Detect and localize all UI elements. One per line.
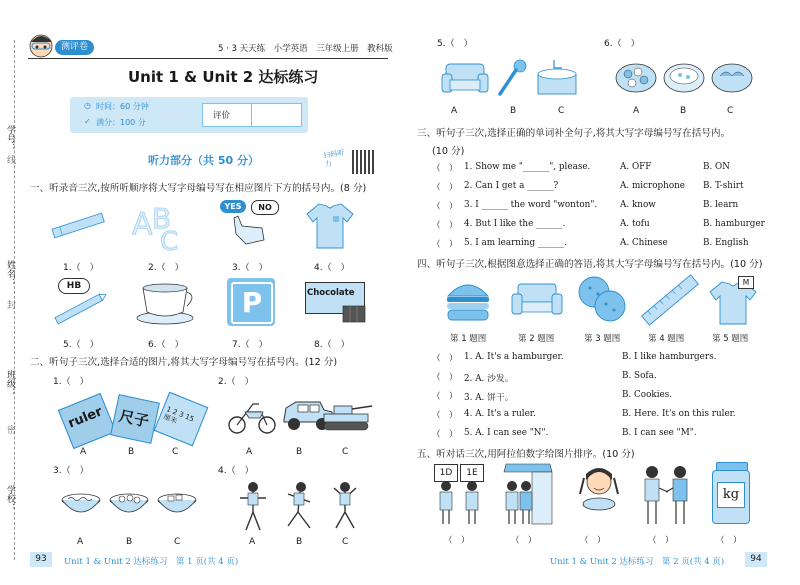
- left-page-number: 93: [30, 552, 52, 567]
- question-text: 1. Show me "______", please.: [464, 162, 591, 172]
- tank-icon: [322, 398, 374, 432]
- class-label: 班级：: [5, 370, 15, 397]
- r-q6[interactable]: 6.（ ）: [604, 39, 640, 49]
- kids-holding-cards-icon: 1D 1E: [434, 462, 490, 526]
- header-rule: [28, 58, 388, 59]
- option-b: B. Sofa.: [622, 371, 657, 381]
- cookies-icon: [576, 274, 630, 326]
- answer-paren[interactable]: （ ）: [432, 392, 458, 402]
- sink-icon: [534, 58, 580, 98]
- rice-bowl-icon: [662, 58, 706, 96]
- girl-eating-icon: [574, 464, 624, 520]
- r-q6-c: C: [727, 106, 734, 116]
- s2-q1[interactable]: 1.（ ）: [53, 377, 89, 387]
- answer-paren[interactable]: （ ）: [432, 183, 458, 193]
- option-a: 2. A. 沙发。: [464, 374, 514, 384]
- svg-text:A: A: [132, 207, 153, 242]
- option-b: B. learn: [703, 200, 739, 210]
- option-a: A. know: [620, 200, 656, 210]
- grade-box[interactable]: [202, 103, 302, 127]
- s1-label-2[interactable]: 2.（ ）: [148, 263, 184, 273]
- time-limit: 时间：60 分钟: [96, 102, 149, 111]
- r-q6-a: A: [633, 106, 640, 116]
- s2-title: 二、听句子三次,选择合适的图片,将其大写字母编号写在括号内。(12 分): [30, 357, 338, 368]
- s1-label-5[interactable]: 5.（ ）: [63, 340, 99, 350]
- s2-q2-c: C: [342, 447, 349, 457]
- chinese-word-card: 尺子: [110, 394, 160, 444]
- chocolate-icon: Chocolate: [305, 280, 369, 326]
- chalk-icon: [50, 205, 106, 245]
- s4-caption-2: 第 2 题图: [518, 334, 555, 344]
- answer-paren[interactable]: （ ）: [432, 202, 458, 212]
- ruler-image-card: 1 2 3 15厘米: [154, 392, 209, 447]
- s4-caption-3: 第 3 题图: [584, 334, 621, 344]
- s2-q2[interactable]: 2.（ ）: [218, 377, 254, 387]
- option-a: 1. A. It's a hamburger.: [464, 352, 564, 362]
- s2-q4-a: A: [249, 537, 256, 547]
- kid-jumping-icon: [330, 480, 360, 532]
- seal-line-char: 线: [5, 155, 15, 164]
- s4-caption-5: 第 5 题图: [712, 334, 749, 344]
- kid-arms-out-icon: [238, 480, 268, 532]
- option-a: 3. A. 饼干。: [464, 393, 514, 403]
- s1-title: 一、听录音三次,按所听顺序将大写字母编号写在相应图片下方的括号内。(8 分): [30, 183, 367, 194]
- tshirt-m-icon: M: [708, 276, 758, 326]
- right-page-number: 94: [745, 552, 767, 567]
- question-text: 4. But I like the ______.: [464, 219, 566, 229]
- teacup-icon: [135, 278, 197, 326]
- option-b: B. I like hamburgers.: [622, 352, 717, 362]
- check-icon: ✓: [84, 117, 91, 126]
- s4-caption-1: 第 1 题图: [450, 334, 487, 344]
- name-label: 姓名：: [5, 260, 15, 287]
- wonton-bowl-icon: [108, 490, 150, 518]
- info-box: [70, 97, 308, 133]
- kg-jar-icon: kg: [712, 462, 750, 524]
- series-header: 5 · 3 天天练 小学英语 三年级上册 教科版: [218, 44, 393, 54]
- kids-at-shop-icon: [500, 462, 556, 526]
- kids-shaking-hands-icon: [638, 462, 694, 526]
- motorbike-icon: [227, 398, 277, 434]
- s2-q3-c: C: [174, 537, 181, 547]
- s5-paren-1[interactable]: （ ）: [444, 536, 470, 546]
- abc-letters-icon: [130, 200, 192, 257]
- s5-paren-4[interactable]: （ ）: [648, 536, 674, 546]
- parking-sign-icon: P: [227, 278, 275, 326]
- answer-paren[interactable]: （ ）: [432, 430, 458, 440]
- option-a: 4. A. It's a ruler.: [464, 409, 536, 419]
- hamburger-icon: [444, 276, 492, 324]
- s2-q4[interactable]: 4.（ ）: [218, 466, 254, 476]
- s1-label-3[interactable]: 3.（ ）: [232, 263, 268, 273]
- s5-title: 五、听对话三次,用阿拉伯数字给图片排序。(10 分): [417, 449, 635, 460]
- student-id-label: 学号：: [5, 125, 15, 152]
- qr-caption: 扫码听力: [322, 148, 345, 169]
- question-text: 2. Can I get a ______?: [464, 181, 559, 191]
- hb-pencil-icon: HB: [48, 276, 110, 326]
- tshirt-icon: [305, 200, 355, 250]
- noodle-bowl-icon: [60, 490, 102, 518]
- s2-q4-b: B: [296, 537, 303, 547]
- sofa-2-icon: [510, 280, 564, 320]
- option-b: B. T-shirt: [703, 181, 744, 191]
- option-b: B. I can see "M".: [622, 428, 697, 438]
- question-text: 3. I ______ the word "wonton".: [464, 200, 598, 210]
- r-q5-b: B: [510, 106, 517, 116]
- school-label: 学校：: [5, 485, 15, 512]
- option-a: A. tofu: [620, 219, 650, 229]
- s3-score: (10 分): [432, 146, 465, 157]
- grade-label: 评价: [213, 111, 231, 121]
- s2-q2-a: A: [246, 447, 253, 457]
- question-text: 5. I am learning ______.: [464, 238, 568, 248]
- option-a: A. Chinese: [620, 238, 668, 248]
- r-q5[interactable]: 5.（ ）: [437, 39, 473, 49]
- tofu-bowl-icon: [156, 490, 198, 518]
- answer-paren[interactable]: （ ）: [432, 411, 458, 421]
- s2-q2-b: B: [296, 447, 303, 457]
- s2-q3-a: A: [77, 537, 84, 547]
- s4-title: 四、听句子三次,根据图意选择正确的答语,将其大写字母编号写在括号内。(10 分): [417, 259, 763, 270]
- option-b: B. Cookies.: [622, 390, 673, 400]
- option-a: 5. A. I can see "N".: [464, 428, 549, 438]
- answer-paren[interactable]: （ ）: [432, 354, 458, 364]
- s5-paren-5[interactable]: （ ）: [716, 536, 742, 546]
- secret-char: 密: [5, 425, 15, 434]
- s2-q1-c: C: [172, 447, 179, 457]
- yes-no-buttons-icon: YES NO: [220, 200, 282, 252]
- s1-label-1[interactable]: 1.（ ）: [63, 263, 99, 273]
- full-score: 满分：100 分: [96, 118, 146, 127]
- cookies-bowl-icon: [614, 58, 658, 96]
- s2-q3-b: B: [126, 537, 133, 547]
- microphone-icon: [494, 58, 528, 98]
- kid-running-icon: [284, 480, 314, 532]
- answer-paren[interactable]: （ ）: [432, 373, 458, 383]
- mascot-icon: [28, 32, 58, 58]
- answer-paren[interactable]: （ ）: [432, 240, 458, 250]
- option-b: B. English: [703, 238, 749, 248]
- s2-q3[interactable]: 3.（ ）: [53, 466, 89, 476]
- s5-paren-2[interactable]: （ ）: [511, 536, 537, 546]
- s2-q4-c: C: [342, 537, 349, 547]
- s1-label-8[interactable]: 8.（ ）: [314, 340, 350, 350]
- svg-text:C: C: [160, 227, 179, 257]
- option-b: B. ON: [703, 162, 730, 172]
- s4-caption-4: 第 4 题图: [648, 334, 685, 344]
- s1-label-4[interactable]: 4.（ ）: [314, 263, 350, 273]
- page-title: Unit 1 & Unit 2 达标练习: [128, 68, 319, 86]
- salad-bowl-icon: [710, 58, 754, 96]
- r-q5-c: C: [558, 106, 565, 116]
- clock-icon: ◷: [84, 101, 91, 110]
- qr-code[interactable]: [352, 150, 376, 174]
- answer-paren[interactable]: （ ）: [432, 164, 458, 174]
- s1-label-6[interactable]: 6.（ ）: [148, 340, 184, 350]
- r-q6-b: B: [680, 106, 687, 116]
- ruler-icon: [640, 276, 700, 324]
- option-b: B. Here. It's on this ruler.: [622, 409, 736, 419]
- seal-char: 封: [5, 300, 15, 309]
- right-footer-text: Unit 1 & Unit 2 达标练习 第 2 页(共 4 页): [550, 557, 725, 567]
- ruler-word-card: ruler: [58, 393, 116, 449]
- option-a: A. microphone: [620, 181, 685, 191]
- s1-label-7[interactable]: 7.（ ）: [232, 340, 268, 350]
- listening-title: 听力部分（共 50 分）: [148, 154, 259, 167]
- left-footer-text: Unit 1 & Unit 2 达标练习 第 1 页(共 4 页): [64, 557, 239, 567]
- badge: 测评卷: [55, 40, 94, 55]
- answer-paren[interactable]: （ ）: [432, 221, 458, 231]
- option-b: B. hamburger: [703, 219, 765, 229]
- r-q5-a: A: [451, 106, 458, 116]
- svg-text:B: B: [152, 202, 172, 235]
- option-a: A. OFF: [620, 162, 652, 172]
- sofa-icon: [440, 58, 490, 98]
- s3-title: 三、听句子三次,选择正确的单词补全句子,将其大写字母编号写在括号内。: [417, 128, 731, 139]
- s5-paren-3[interactable]: （ ）: [580, 536, 606, 546]
- s2-q1-b: B: [128, 447, 135, 457]
- s2-q1-a: A: [80, 447, 87, 457]
